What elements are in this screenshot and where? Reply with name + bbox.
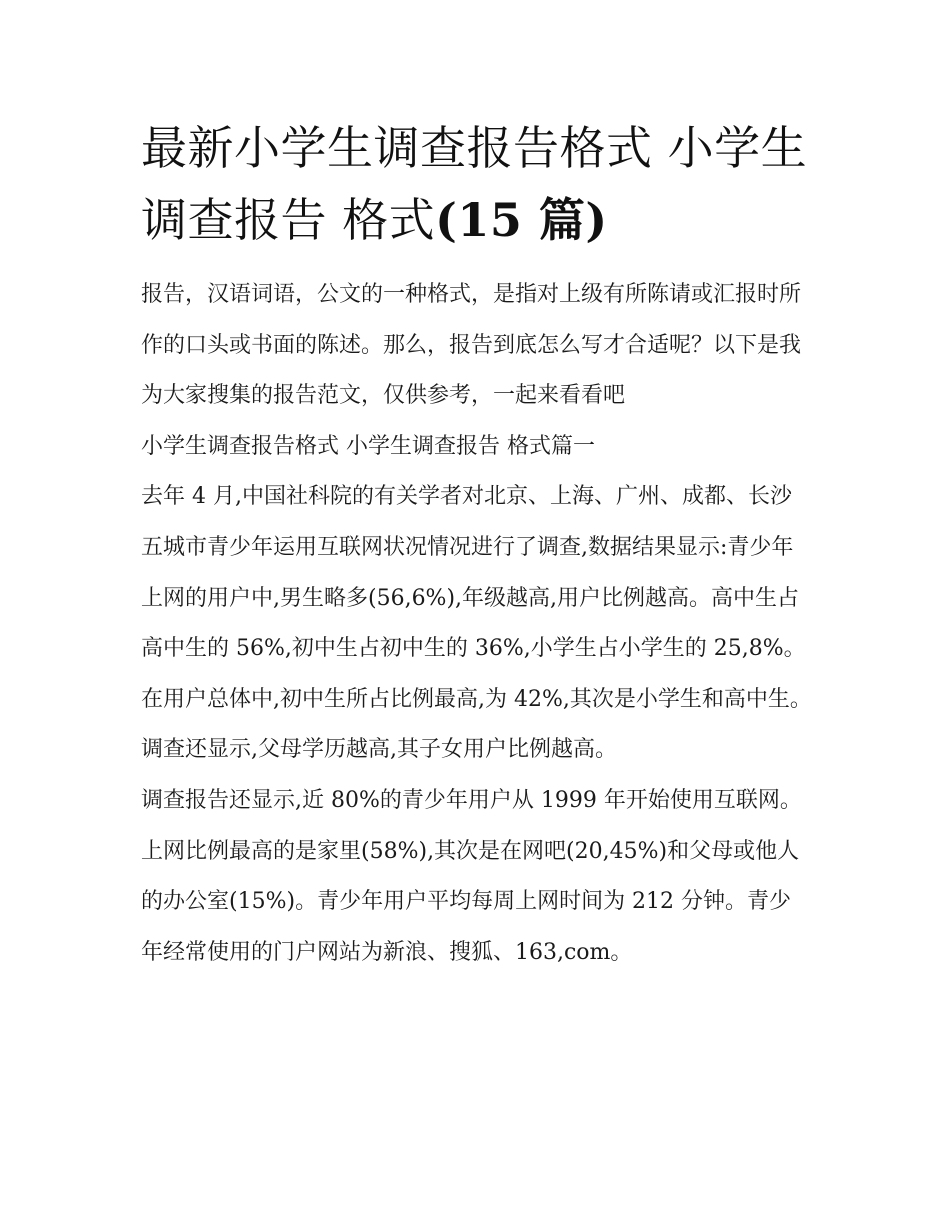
title-text: 最新小学生调查报告格式 小学生调查报告 格式 (141, 121, 808, 247)
intro-paragraph: 报告，汉语词语，公文的一种格式，是指对上级有所陈请或汇报时所作的口头或书面的陈述。那么，报告到底怎么写才合适呢？以下是我为大家搜集的报告范文，仅供参考，一起来看看吧 (141, 282, 802, 409)
document-title (141, 112, 813, 256)
document-page (141, 112, 813, 978)
title-count: (15 (435, 193, 523, 247)
title-count-unit: 篇) (522, 193, 608, 247)
body-paragraph: 去年 4 月,中国社科院的有关学者对北京、上海、广州、成都、长沙五城市青少年运用互联网状况情况进行了调查,数据结果显示:青少年上网的用户中,男生略多(56,6%),年级越高,用户比例越高。高中生占高中生的 56%,初中生占初中生的 36%,小学生占小学生的 25,8%。在用户总体中,初中生所占比例最高,为 42%,其次是小学生和高中生。调查还显示,父母学历越高,其子女用户比例越高。 (141, 484, 812, 763)
section-heading: 小学生调查报告格式 小学生调查报告 格式篇一 (141, 433, 595, 459)
body-paragraph: 调查报告还显示,近 80%的青少年用户从 1999 年开始使用互联网。上网比例最高的是家里(58%),其次是在网吧(20,45%)和父母或他人的办公室(15%)。青少年用户平均每周上网时间为 212 分钟。青少年经常使用的门户网站为新浪、搜狐、163,com。 (141, 787, 802, 965)
